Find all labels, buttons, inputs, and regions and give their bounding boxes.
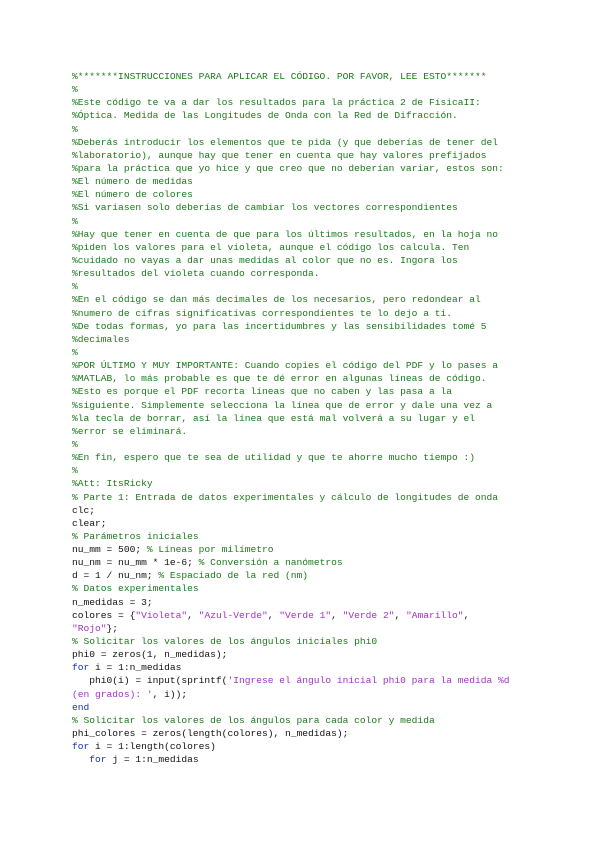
- code-line: %POR ÚLTIMO Y MUY IMPORTANTE: Cuando copies el código del PDF y lo pases a: [72, 360, 499, 372]
- code-line: %numero de cifras significativas correspondientes te lo dejo a ti.: [72, 307, 452, 319]
- code-line: %para la práctica que yo hice y que creo que no deberían variar, estos son:: [72, 162, 504, 174]
- code-line: %De todas formas, yo para las incertidumbres y las sensibilidades tomé 5: [72, 320, 487, 332]
- code-line: %En el código se dan más decimales de los necesarios, pero redondear al: [72, 294, 481, 306]
- code-line: clear;: [72, 517, 107, 529]
- code-line: %*******INSTRUCCIONES PARA APLICAR EL CÓDIGO. POR FAVOR, LEE ESTO*******: [72, 71, 487, 82]
- code-line: %: [72, 84, 78, 96]
- code-line: %la tecla de borrar, así la línea que está mal volverá a su lugar y el: [72, 412, 476, 424]
- code-line: %resultados del violeta cuando corresponda.: [72, 268, 320, 280]
- code-line: %El número de medidas: [72, 176, 193, 188]
- code-line: %: [72, 215, 78, 227]
- code-line: % Parte 1: Entrada de datos experimentales y cálculo de longitudes de onda: [72, 491, 499, 503]
- code-line: % Datos experimentales: [72, 583, 199, 595]
- code-line: % Solicitar los valores de los ángulos iniciales phi0: [72, 636, 378, 648]
- code-line: end: [72, 701, 90, 713]
- code-line: %laboratorio), aunque hay que tener en cuenta que hay valores prefijados: [72, 149, 487, 161]
- code-line: for j = 1:n_medidas: [89, 754, 199, 766]
- code-line: %Óptica. Medida de las Longitudes de Onda con la Red de Difracción.: [72, 110, 458, 122]
- code-line: %: [72, 346, 78, 358]
- code-line: %cuidado no vayas a dar unas medidas al color que no es. Ingora los: [72, 254, 458, 266]
- code-line: clc;: [72, 504, 96, 516]
- code-line: nu_nm = nu_mm * 1e-6; % Conversión a nanómetros: [72, 557, 343, 569]
- code-line: n_medidas = 3;: [72, 596, 153, 608]
- code-line: %: [72, 438, 78, 450]
- code-line: (en grados): ', i));: [72, 688, 188, 700]
- code-line: %: [72, 281, 78, 293]
- code-line: "Rojo"};: [72, 622, 119, 634]
- code-line: %error se eliminará.: [72, 425, 188, 437]
- code-line: colores = {"Violeta", "Azul-Verde", "Verde 1", "Verde 2", "Amarillo",: [72, 609, 470, 621]
- code-line: %El número de colores: [72, 189, 193, 201]
- code-line: %: [72, 465, 78, 477]
- code-line: %siguiente. Simplemente selecciona la línea que de error y dale una vez a: [72, 399, 493, 411]
- code-line: %Deberás introducir los elementos que te pida (y que deberías de tener del: [72, 136, 499, 148]
- code-line: %En fin, espero que te sea de utilidad y que te ahorre mucho tiempo :): [72, 452, 476, 464]
- code-line: nu_mm = 500; % Líneas por milímetro: [72, 544, 274, 556]
- code-line: phi_colores = zeros(length(colores), n_medidas);: [72, 728, 349, 740]
- code-line: %: [72, 123, 78, 135]
- code-line: d = 1 / nu_nm; % Espaciado de la red (nm): [72, 570, 309, 582]
- code-line: %Hay que tener en cuenta de que para los últimos resultados, en la hoja no: [72, 228, 499, 240]
- code-line: % Parámetros iniciales: [72, 530, 199, 542]
- code-line: for i = 1:length(colores): [72, 741, 216, 753]
- matlab-code-listing: [72, 70, 542, 766]
- code-line: phi0(i) = input(sprintf('Ingrese el ángulo inicial phi0 para la medida %d: [72, 675, 510, 687]
- code-line: %Att: ItsRicky: [72, 478, 153, 490]
- code-line: %Si variasen solo deberías de cambiar los vectores correspondientes: [72, 202, 458, 214]
- code-line: %Esto es porque el PDF recorta líneas que no caben y las pasa a la: [72, 386, 452, 398]
- code-line: %Este código te va a dar los resultados para la práctica 2 de FísicaII:: [72, 97, 481, 109]
- code-line: % Solicitar los valores de los ángulos para cada color y medida: [72, 714, 435, 726]
- code-line: for i = 1:n_medidas: [72, 662, 182, 674]
- code-line: %decimales: [72, 333, 130, 345]
- code-line: phi0 = zeros(1, n_medidas);: [72, 649, 228, 661]
- code-line: %piden los valores para el violeta, aunque el código los calcula. Ten: [72, 241, 470, 253]
- code-line: %MATLAB, lo más probable es que te dé error en algunas líneas de código.: [72, 373, 487, 385]
